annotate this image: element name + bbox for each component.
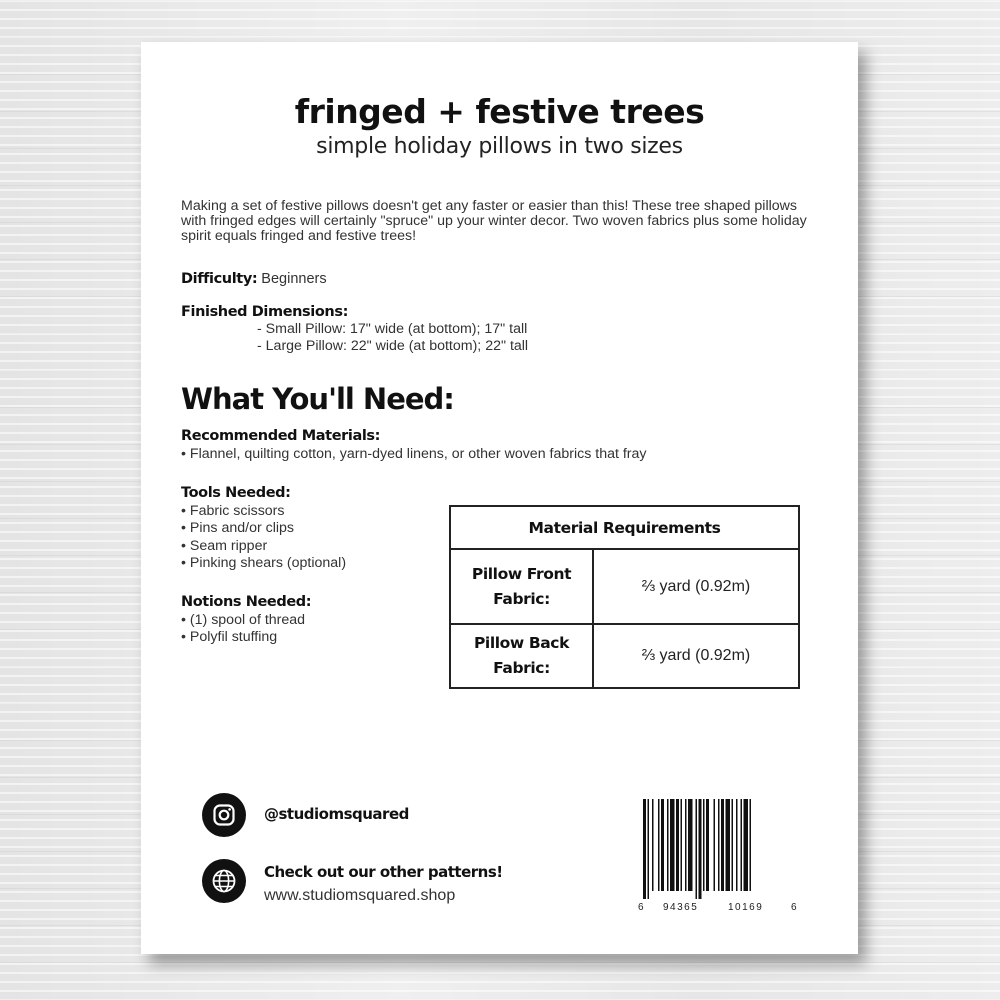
barcode-digit: 6 [638, 902, 644, 913]
intro-paragraph: Making a set of festive pillows doesn't get any faster or easier than this! These tree shaped pillows with fringed edges will certainly "spruce" up your winter decor. Two woven fabrics plus some holiday spirit equals fringed and festive trees! [181, 198, 807, 244]
row-label-line: Fabric: [493, 589, 550, 608]
difficulty-line [181, 271, 327, 287]
row-label-line: Fabric: [493, 659, 550, 677]
tools-item: • Pinking shears (optional) [181, 555, 347, 571]
instagram-handle[interactable]: @studiomsquared [264, 805, 409, 823]
dimensions-label: Finished Dimensions: [181, 304, 348, 320]
pattern-subtitle: simple holiday pillows in two sizes [316, 134, 683, 159]
material-requirements-table [449, 505, 800, 689]
patterns-link-text[interactable]: Check out our other patterns! [264, 863, 503, 881]
row-label-line: Pillow Back [473, 634, 570, 652]
barcode [643, 799, 793, 899]
pattern-back-cover [141, 42, 858, 954]
pattern-title: fringed + festive trees [294, 92, 705, 131]
tools-item: • Fabric scissors [181, 503, 285, 519]
tools-item: • Seam ripper [181, 538, 268, 554]
what-you-need-heading: What You'll Need: [181, 382, 454, 416]
difficulty-label: Difficulty: [181, 271, 258, 287]
notions-label: Notions Needed: [181, 594, 312, 610]
instagram-icon[interactable] [202, 793, 246, 837]
table-row-label [451, 550, 592, 623]
notions-item: • Polyfil stuffing [181, 629, 278, 645]
table-row-value: ⅔ yard (0.92m) [641, 647, 751, 664]
barcode-digit: 10169 [728, 902, 764, 913]
table-row-value: ⅔ yard (0.92m) [641, 577, 751, 595]
table-row-label [451, 625, 592, 687]
barcode-digit: 94365 [663, 902, 699, 913]
barcode-digit: 6 [791, 902, 797, 913]
dimension-large: - Large Pillow: 22" wide (at bottom); 22" tall [257, 338, 529, 354]
difficulty-value: Beginners [257, 271, 327, 287]
table-header: Material Requirements [528, 518, 721, 537]
materials-item: • Flannel, quilting cotton, yarn-dyed linens, or other woven fabrics that fray [181, 446, 647, 462]
materials-label: Recommended Materials: [181, 428, 381, 444]
website-url[interactable]: www.studiomsquared.shop [264, 887, 456, 904]
tools-item: • Pins and/or clips [181, 520, 295, 536]
notions-item: • (1) spool of thread [181, 612, 306, 628]
row-label-line: Pillow Front [471, 564, 572, 583]
tools-label: Tools Needed: [181, 485, 291, 501]
globe-icon[interactable] [202, 859, 246, 903]
dimension-small: - Small Pillow: 17" wide (at bottom); 17" tall [257, 321, 528, 337]
